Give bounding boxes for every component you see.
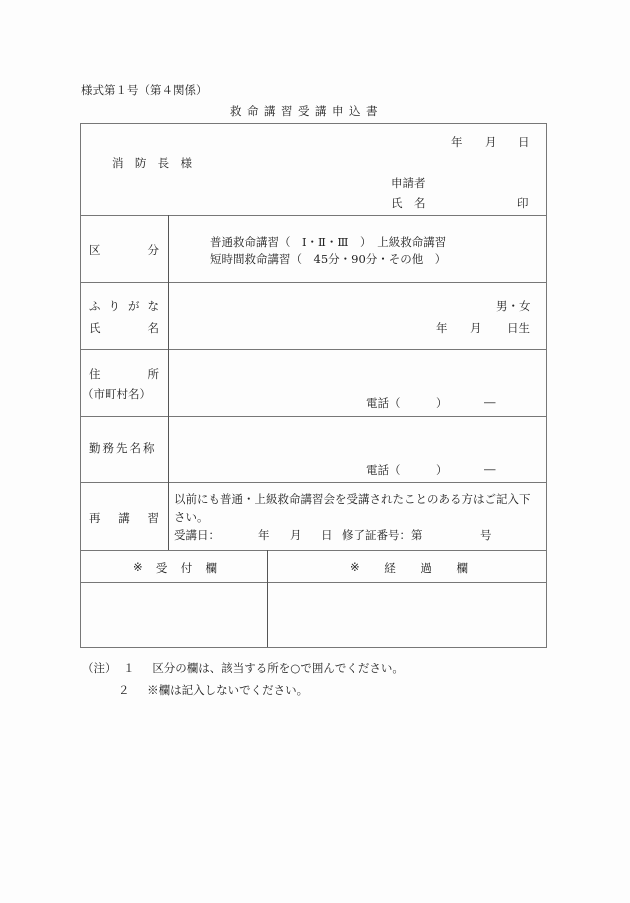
address-label: 住 所 bbox=[89, 367, 159, 381]
date-year: 年 bbox=[451, 135, 463, 149]
note-item-2: ２ ※欄は記入しないでください。 bbox=[118, 683, 309, 697]
office-column-divider bbox=[267, 550, 268, 647]
divider bbox=[81, 582, 546, 583]
date-month: 月 bbox=[485, 135, 497, 149]
category-option-line1[interactable]: 普通救命講習（ Ⅰ・Ⅱ・Ⅲ ） 上級救命講習 bbox=[210, 235, 447, 249]
receipt-field bbox=[83, 586, 265, 646]
addressee: 消 防 長 様 bbox=[112, 156, 192, 170]
document-title: 救命講習受講申込書 bbox=[230, 104, 383, 118]
workplace-label: 勤務先名称 bbox=[89, 441, 157, 455]
retake-label: 再 講 習 bbox=[89, 511, 159, 525]
label-column-divider bbox=[168, 215, 169, 550]
birth-day: 日生 bbox=[507, 321, 530, 335]
note-item-1: （注） １ 区分の欄は、該当する所を○で囲んでください。 bbox=[82, 661, 404, 675]
furigana-label: ふ り が な bbox=[89, 299, 159, 313]
category-label: 区 分 bbox=[89, 243, 159, 257]
retake-instruction-line1: 以前にも普通・上級救命講習会を受講されたことのある方はご記入下 bbox=[174, 492, 531, 506]
divider bbox=[81, 416, 546, 417]
applicant-label: 申請者 bbox=[391, 176, 426, 190]
application-form-table bbox=[80, 123, 547, 648]
birth-year: 年 bbox=[436, 321, 448, 335]
address-phone-label: 電話（ bbox=[366, 396, 401, 410]
category-option-line2[interactable]: 短時間救命講習（ 45分・90分・その他 ） bbox=[210, 252, 447, 266]
workplace-phone-label: 電話（ bbox=[366, 463, 401, 477]
certificate-number-suffix: 号 bbox=[480, 528, 492, 542]
divider bbox=[81, 349, 546, 350]
name-input-area[interactable] bbox=[176, 289, 536, 344]
seal-mark: 印 bbox=[517, 196, 529, 210]
certificate-number-label: 修了証番号：第 bbox=[342, 528, 423, 542]
date-day: 日 bbox=[518, 135, 530, 149]
notes bbox=[82, 657, 404, 701]
form-number: 様式第１号（第４関係） bbox=[81, 83, 208, 97]
divider bbox=[81, 282, 546, 283]
retake-instruction-line2: さい。 bbox=[174, 510, 209, 524]
name-label: 氏 名 bbox=[391, 196, 426, 210]
retake-date-label: 受講日： bbox=[174, 528, 220, 542]
retake-day: 日 bbox=[321, 528, 333, 542]
name-row-label: 氏 名 bbox=[89, 321, 159, 335]
workplace-phone-close: ） bbox=[436, 463, 448, 477]
address-phone-close: ） bbox=[436, 396, 448, 410]
workplace-phone-dash: ― bbox=[484, 462, 496, 476]
receipt-column-header: ※ 受 付 欄 bbox=[133, 560, 217, 575]
retake-month: 月 bbox=[290, 528, 302, 542]
workplace-input-area[interactable] bbox=[176, 424, 536, 454]
divider bbox=[81, 482, 546, 483]
address-phone-dash: ― bbox=[484, 395, 496, 409]
gender-option[interactable]: 男・女 bbox=[496, 299, 531, 313]
birth-month: 月 bbox=[470, 321, 482, 335]
retake-year: 年 bbox=[258, 528, 270, 542]
address-input-area[interactable] bbox=[176, 358, 536, 388]
divider bbox=[81, 215, 546, 216]
address-sublabel: （市町村名） bbox=[82, 387, 151, 401]
progress-column-header: ※ 経 過 欄 bbox=[350, 560, 468, 575]
progress-field bbox=[271, 586, 543, 646]
divider bbox=[81, 550, 546, 551]
